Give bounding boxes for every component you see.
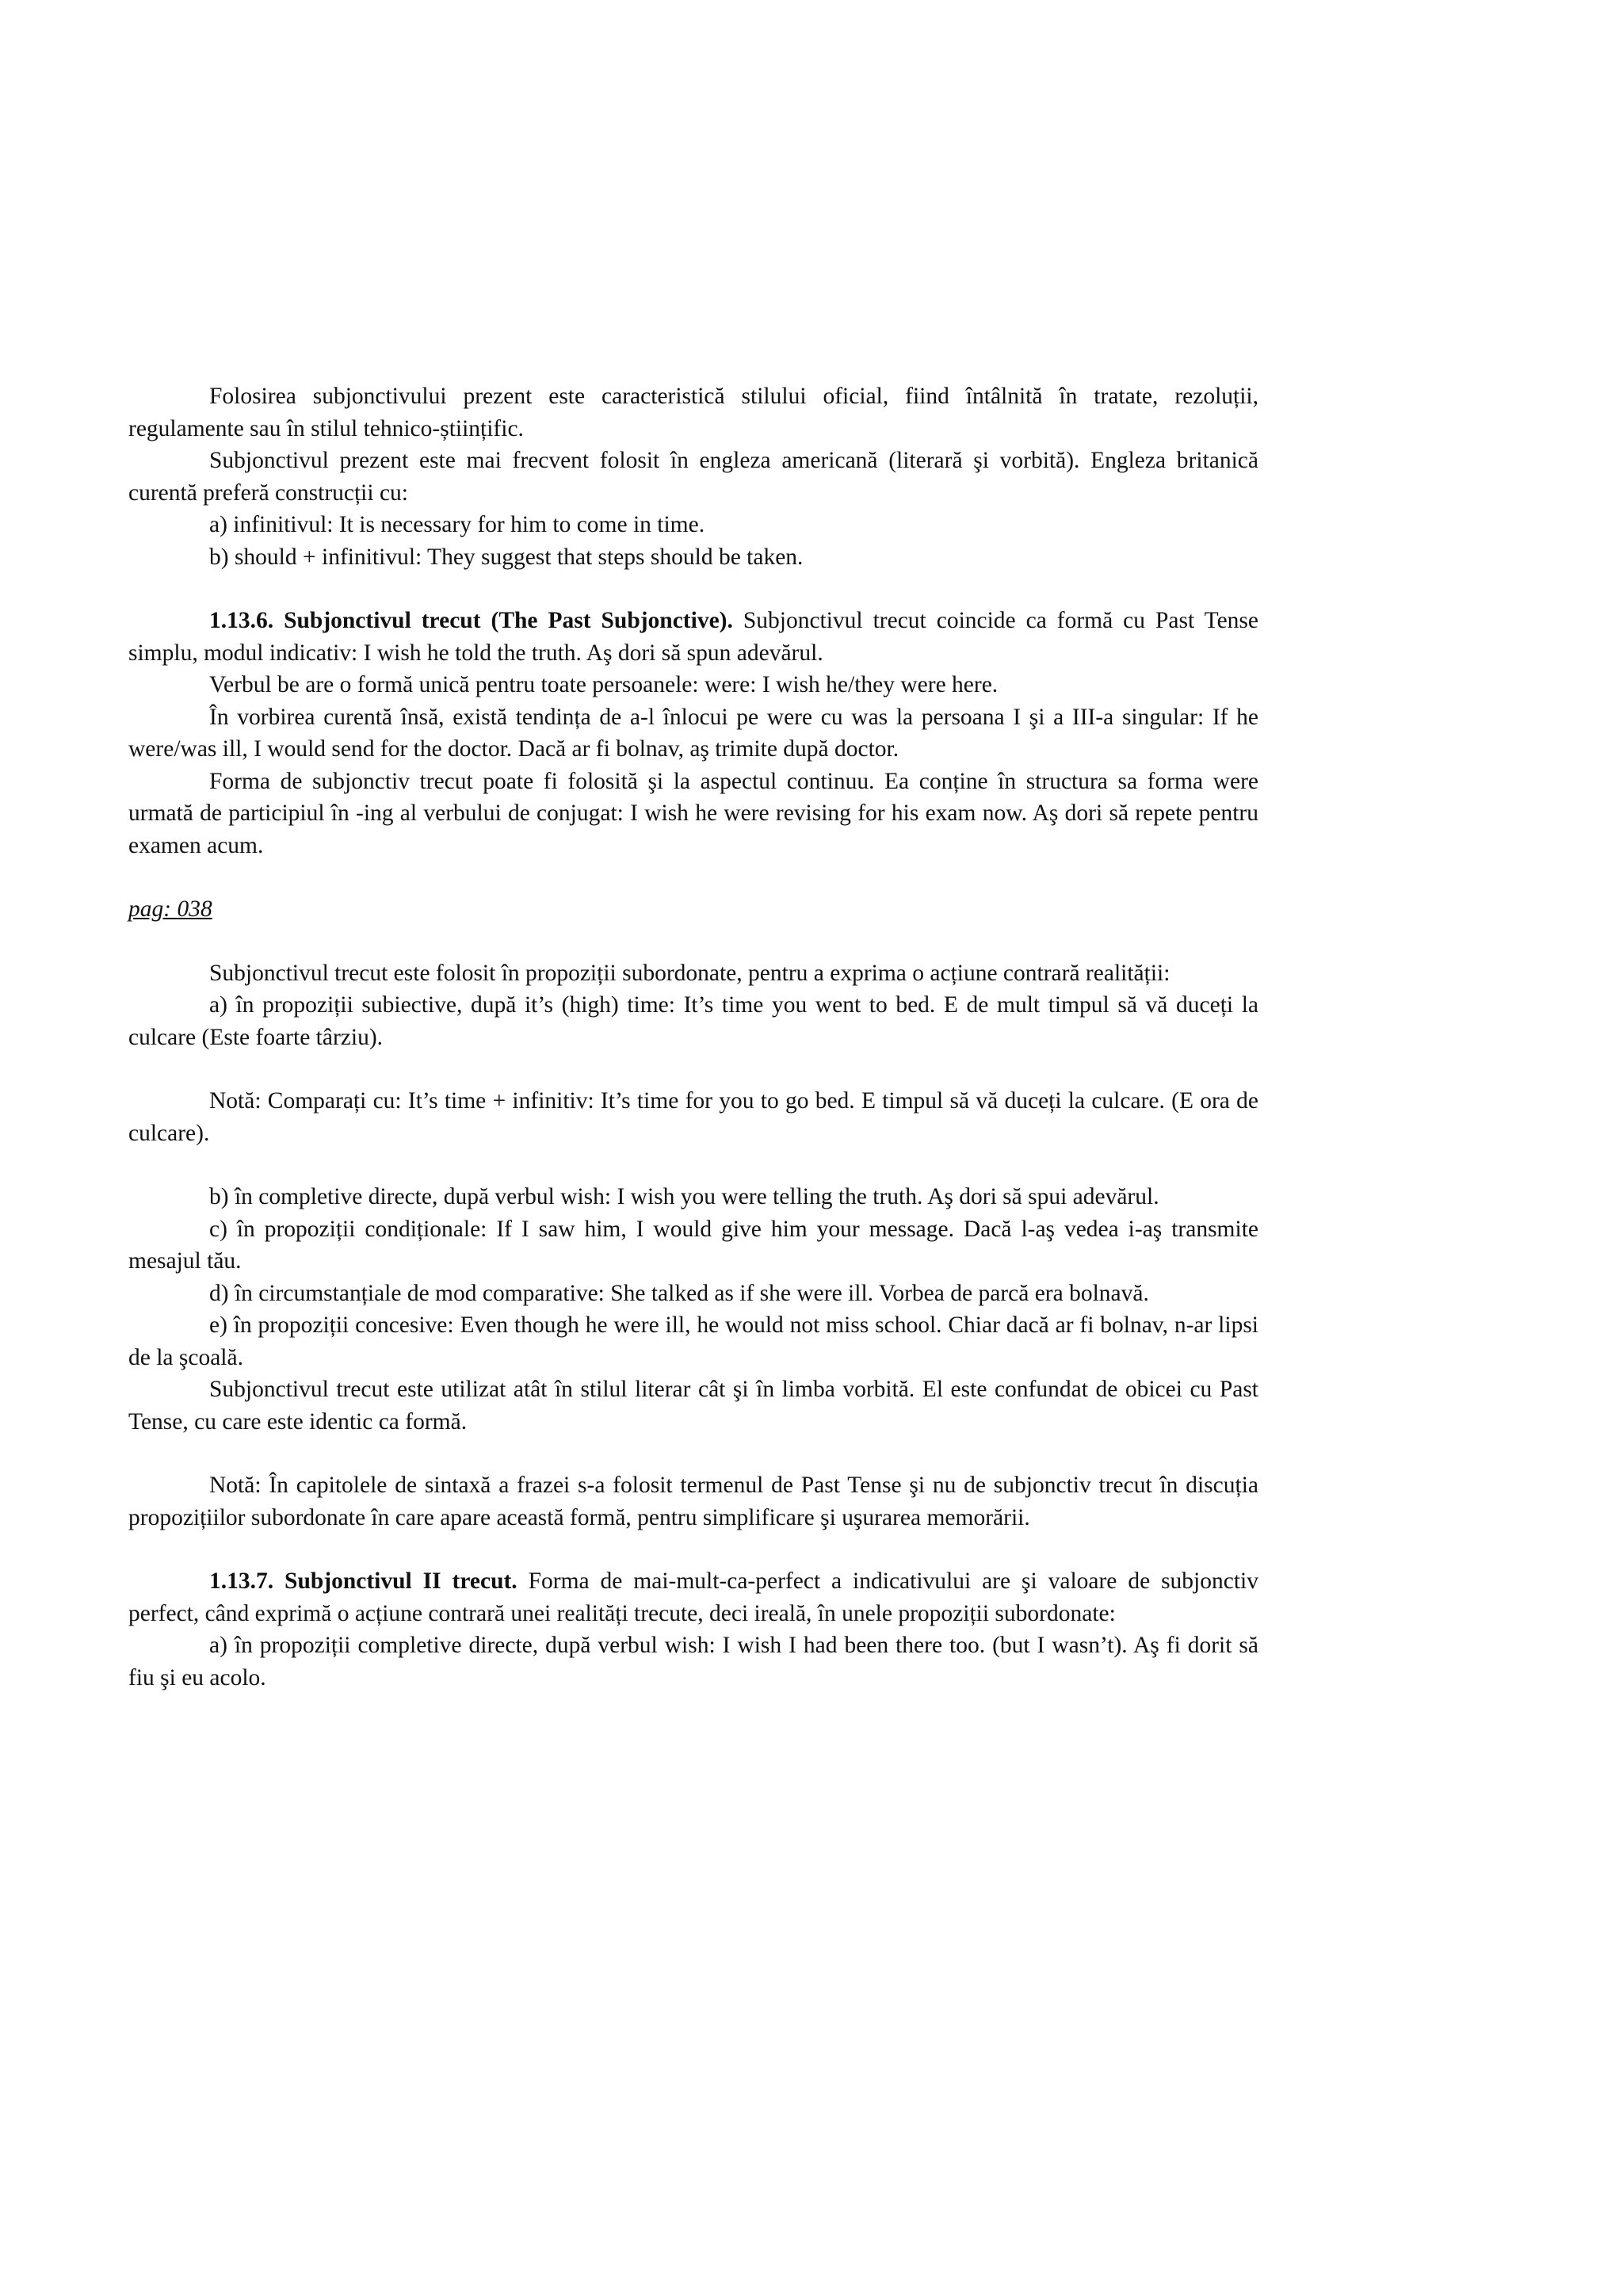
list-item-wish-past-perfect: a) în propoziții completive directe, după verbul wish: I wish I had been there too. (but I wasn’t). Aş fi dorit să fiu şi eu acolo.: [128, 1633, 1258, 1690]
section-intro-text: Forma de mai-mult-ca-perfect a indicativului are şi valoare de subjonctiv perfect, când exprimă o acțiune contrară unei realități trecute, deci ireală, în unele propoziții subordonate:: [128, 1568, 1258, 1626]
note-syntax-chapters: Notă: În capitolele de sintaxă a frazei s-a folosit termenul de Past Tense şi nu de subjonctiv trecut în discuția propozițiilor subordonate în care apare această formă, pentru simplificare şi uşurarea memorării.: [128, 1473, 1258, 1530]
section-heading: 1.13.6. Subjonctivul trecut (The Past Subjonctive).: [209, 608, 733, 633]
paragraph-american-english: Subjonctivul prezent este mai frecvent folosit în engleza americană (literară şi vorbită). Engleza britanică curentă preferă construcții cu:: [128, 448, 1258, 506]
page-marker: pag: 038: [128, 896, 212, 922]
paragraph-literary-spoken: Subjonctivul trecut este utilizat atât în stilul literar cât şi în limba vorbită. El este confundat de obicei cu Past Tense, cu care este identic ca formă.: [128, 1377, 1258, 1435]
list-item-subjective-clauses: a) în propoziții subiective, după it’s (high) time: It’s time you went to bed. E de mult timpul să vă duceți la culcare (Este foarte târziu).: [128, 992, 1258, 1050]
paragraph-subordinate-clauses: Subjonctivul trecut este folosit în propoziții subordonate, pentru a exprima o acțiune contrară realității:: [209, 960, 1170, 986]
list-item-should-infinitive: b) should + infinitivul: They suggest that steps should be taken.: [209, 544, 804, 570]
paragraph-continuous-aspect: Forma de subjonctiv trecut poate fi folosită şi la aspectul continuu. Ea conține în structura sa forma were urmată de participiul în -ing al verbului de conjugat: I wish he were revising for his exam now. Aş dori să repete pentru examen acum.: [128, 768, 1258, 858]
list-item-comparative: d) în circumstanțiale de mod comparative: She talked as if she were ill. Vorbea de parcă era bolnavă.: [209, 1280, 1149, 1306]
list-item-infinitive: a) infinitivul: It is necessary for him to come in time.: [209, 512, 705, 537]
section-1-13-6: [128, 605, 1258, 669]
paragraph-subjunctive-usage: Folosirea subjonctivului prezent este caracteristică stilului oficial, fiind întâlnită în tratate, rezoluții, regulamente sau în stilul tehnico-științific.: [128, 384, 1258, 441]
list-item-conditional: c) în propoziții condiționale: If I saw him, I would give him your message. Dacă l-aş vedea i-aş transmite mesajul tău.: [128, 1216, 1258, 1274]
section-heading: 1.13.7. Subjonctivul II trecut.: [209, 1568, 517, 1594]
paragraph-spoken-usage: În vorbirea curentă însă, există tendința de a-l înlocui pe were cu was la persoana I şi a III-a singular: If he were/was ill, I would send for the doctor. Dacă ar fi bolnav, aş trimite după doctor.: [128, 704, 1258, 762]
list-item-direct-objects: b) în completive directe, după verbul wish: I wish you were telling the truth. Aş dori să spui adevărul.: [209, 1184, 1159, 1209]
list-item-concessive: e) în propoziții concesive: Even though he were ill, he would not miss school. Chiar dacă ar fi bolnav, n-ar lipsi de la şcoală.: [128, 1312, 1258, 1370]
note-its-time: Notă: Comparați cu: It’s time + infinitiv: It’s time for you to go bed. E timpul să vă duceți la culcare. (E ora de culcare).: [128, 1088, 1258, 1146]
paragraph-verb-be: Verbul be are o formă unică pentru toate persoanele: were: I wish he/they were here.: [209, 672, 999, 697]
section-1-13-7: [128, 1565, 1258, 1629]
section-intro-text: Subjonctivul trecut coincide ca formă cu Past Tense simplu, modul indicativ: I wish he told the truth. Aş dori să spun adevărul.: [128, 608, 1258, 666]
